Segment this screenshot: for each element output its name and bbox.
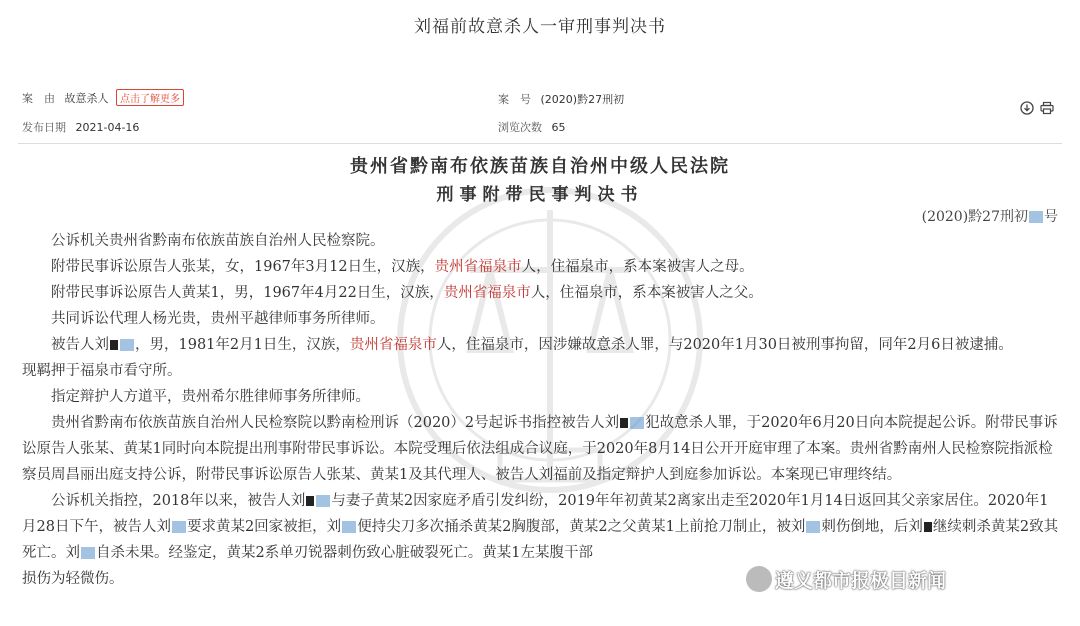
case-number-text: (2020)黔27刑初 <box>921 209 1028 225</box>
redaction-mark <box>306 496 314 506</box>
text-segment: 损伤为轻微伤。 <box>22 571 124 587</box>
publish-date-label: 发布日期 <box>22 121 66 134</box>
print-icon[interactable] <box>1040 101 1054 115</box>
paragraph-plaintiff-1 <box>22 254 1062 280</box>
redaction-mark <box>120 339 134 351</box>
redaction-mark <box>172 521 186 533</box>
redaction-mark <box>342 521 356 533</box>
paragraph-prosecutor: 公诉机关贵州省黔南布依族苗族自治州人民检察院。 <box>51 233 385 249</box>
text-segment: 附带民事诉讼原告人黄某1，男，1967年4月22日生，汉族， <box>51 285 444 301</box>
text-segment: 自杀未果。经鉴定，黄某2系单刃锐器刺伤致心脏破裂死亡。黄某1左某腹 <box>96 545 564 561</box>
paragraph-indictment <box>22 410 1062 488</box>
text-segment: 人，住福泉市，系本案被害人之母。 <box>521 259 754 275</box>
document-type: 刑事附带民事判决书 <box>436 185 644 205</box>
redaction-mark <box>81 547 95 559</box>
text-segment: ，男，1981年2月1日生，汉族， <box>135 337 350 353</box>
publish-date <box>22 119 139 135</box>
redaction-mark <box>924 522 932 532</box>
divider <box>18 143 1062 144</box>
paragraph-agent: 共同诉讼代理人杨光贵，贵州平越律师事务所律师。 <box>51 311 385 327</box>
judgment-body <box>22 228 1062 592</box>
paragraph-custody: 现羁押于福泉市看守所。 <box>22 363 182 379</box>
text-segment: 与妻子黄某2因家庭矛盾引发纠纷，2019年年初黄某2离家出走至2020年1月14日返回其父亲家居住。2020年1月28日下午，被告人刘 <box>22 493 1049 535</box>
paragraph-defendant <box>22 332 1062 358</box>
case-number-suffix: 号 <box>1044 209 1058 225</box>
redaction-mark <box>110 340 118 350</box>
download-icon[interactable] <box>1020 101 1034 115</box>
text-segment: 贵州省黔南布依族苗族自治州人民检察院以黔南检刑诉（2020）2号起诉书指控被告人刘 <box>51 415 620 431</box>
learn-more-link[interactable]: 点击了解更多 <box>116 89 184 106</box>
document-case-number <box>922 206 1058 226</box>
publish-date-value: 2021-04-16 <box>75 121 140 134</box>
source-watermark: 遵义都市报极目新闻 <box>775 570 947 592</box>
view-count <box>498 119 566 135</box>
case-number-label: 案 号 <box>498 93 531 106</box>
place-link: 贵州省福泉市 <box>434 259 522 275</box>
redaction-mark <box>806 521 820 533</box>
court-name: 贵州省黔南布依族苗族自治州中级人民法院 <box>350 156 730 177</box>
paragraph-defender: 指定辩护人方道平，贵州希尔胜律师事务所律师。 <box>51 389 370 405</box>
text-segment: 刺伤倒地，后刘 <box>821 519 923 535</box>
view-count-value: 65 <box>551 121 566 134</box>
text-segment: 干部 <box>563 545 593 561</box>
page-title: 刘福前故意杀人一审刑事判决书 <box>414 17 666 37</box>
case-number <box>498 91 624 107</box>
place-link: 贵州省福泉市 <box>349 337 437 353</box>
redaction-mark <box>620 418 628 428</box>
text-segment: 犯故意杀人罪，于2020年6月20日向本院提起公诉。附带民事诉讼原告人张某、黄某1同时向本院提出刑事附带民事诉讼。本院受理后依法组成合议庭，于2020年8月14日公开开庭审理了本案。贵州省黔南州人民检察院指派检察员周昌丽出庭支持公诉，附带民事诉讼原告人张某、黄某1及其代理人、被告人刘福前及指定辩护人到庭参加诉讼。本案现已审理终结。 <box>22 415 1058 483</box>
place-link: 贵州省福泉市 <box>443 285 531 301</box>
text-segment: 继续刺杀黄某2致其死亡。刘 <box>22 519 1059 561</box>
redaction-mark <box>630 417 644 429</box>
text-segment: 便持尖刀多次捅杀黄某2胸腹部，黄某2之父黄某1上前抢刀制止，被刘 <box>357 519 806 535</box>
redaction-mark <box>1029 211 1043 223</box>
text-segment: 公诉机关指控，2018年以来，被告人刘 <box>51 493 306 509</box>
view-count-label: 浏览次数 <box>498 121 542 134</box>
logo-icon <box>746 566 772 592</box>
action-icons <box>1020 101 1054 115</box>
text-segment: 要求黄某2回家被拒，刘 <box>186 519 342 535</box>
text-segment: 人，住福泉市，因涉嫌故意杀人罪，与2020年1月30日被刑事拘留，同年2月6日被逮捕。 <box>436 337 1013 353</box>
paragraph-plaintiff-2 <box>22 280 1062 306</box>
case-cause-label: 案 由 <box>22 92 55 105</box>
redaction-mark <box>316 495 330 507</box>
case-cause-value: 故意杀人 <box>64 92 109 105</box>
case-number-value: (2020)黔27刑初 <box>540 93 625 106</box>
case-cause <box>22 89 184 106</box>
text-segment: 附带民事诉讼原告人张某，女，1967年3月12日生，汉族， <box>51 259 435 275</box>
text-segment: 人，住福泉市，系本案被害人之父。 <box>530 285 763 301</box>
text-segment: 被告人刘 <box>51 337 109 353</box>
